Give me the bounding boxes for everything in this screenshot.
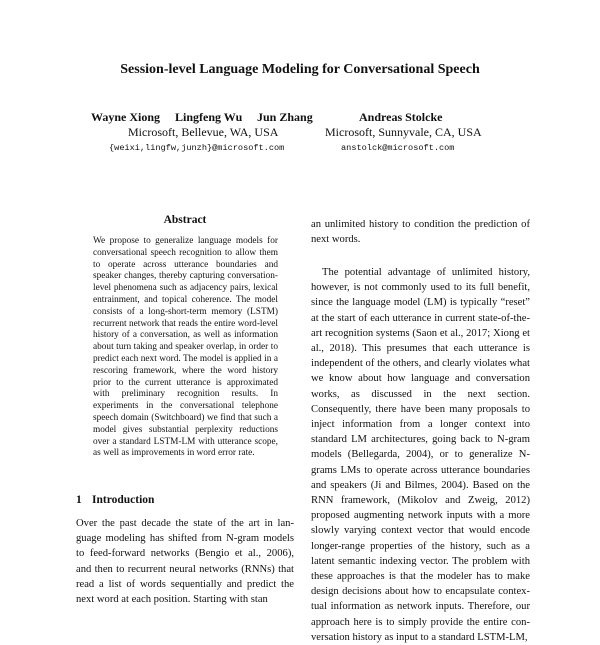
section-heading: [76, 494, 154, 506]
abstract-heading: Abstract: [163, 214, 207, 226]
author-name: Jun Zhang: [257, 110, 313, 124]
right-column-paragraph: The potential advantage of unlimited history, however, is not commonly used to its full benefit, since the language model (LM) is typically “reset” at the start of each utterance in current state-of-the-art recognition systems (Saon et al., 2017; Xiong et al., 2018). This presumes that each utterance is independent of the others, and clearly violates what we know about how language and conversation works, as discussed in the next section. Consequently, there have been many proposals to inject information from a longer context into standard LM architectures, going back to N-gram models (Bellegarda, 2004), or to generalize N-grams LMs to operate across utterance boundaries and speakers (Ji and Bilmes, 2004). Based on the RNN framework, (Mikolov and Zweig, 2012) proposed augmenting network inputs with a more slowly varying context vector that would encode longer-range properties of the history, such as a latent semantic indexing vector. The problem with these approaches is that the modeler has to make design decisions about how to encapsulate contextual information as network inputs. Therefore, our approach here is to simply provide the entire conversation history as input to a standard LSTM-LM,: [311, 267, 530, 643]
author-block: [0, 110, 600, 160]
author-affiliation: Microsoft, Sunnyvale, CA, USA: [325, 125, 482, 139]
author-name: Lingfeng Wu: [175, 110, 243, 124]
author-affiliation: Microsoft, Bellevue, WA, USA: [128, 125, 279, 139]
introduction-text: Over the past decade the state of the art in language modeling has shifted from N-gram models to feed-forward networks (Bengio et al., 2006), and then to recurrent neural networks (RNNs) that read a list of words sequentially and predict the next word at each position. Starting with stan: [76, 518, 294, 606]
author-name: Andreas Stolcke: [359, 110, 443, 124]
abstract-text: We propose to generalize language models for conversational speech recognition to allow them to operate across utterance boundaries and speaker changes, thereby capturing conversation-level phenomena such as adjacency pairs, lexical entrainment, and topical coherence. The model consists of a long-short-term memory (LSTM) recurrent network that reads the entire word-level history of a conversation, as well as information about turn taking and speaker overlap, in order to predict each next word. The model is applied in a rescoring framework, where the word history prior to the current utterance is approximated with preliminary recognition results. In experiments in the conversational telephone speech domain (Switchboard) we find that such a model gives substantial perplexity reductions over a standard LSTM-LM with utterance scope, as well as improvements in word error rate.: [93, 236, 278, 459]
author-name: Wayne Xiong: [91, 110, 161, 124]
section-number: 1: [76, 494, 82, 506]
right-column-paragraph: an unlimited history to condition the prediction of next words.: [311, 219, 530, 246]
paper-title: Session-level Language Modeling for Conversational Speech: [120, 62, 480, 77]
author-email: anstolck@microsoft.com: [341, 143, 455, 153]
author-email: {weixi,lingfw,junzh}@microsoft.com: [109, 143, 285, 153]
section-title: Introduction: [92, 494, 155, 506]
